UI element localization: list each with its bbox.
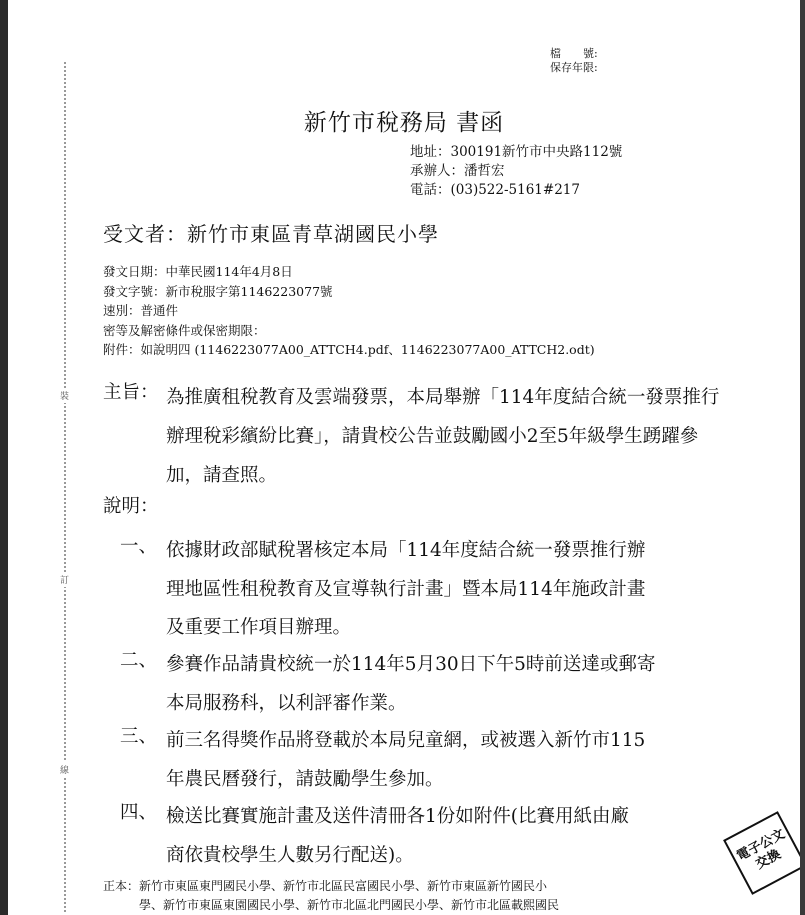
- item-number: 一、: [120, 536, 158, 557]
- retention-period: 保存年限:: [550, 61, 598, 74]
- item-text: 前三名得獎作品將登載於本局兒童網，或被選入新竹市115 年農民曆發行，請鼓勵學生參加。: [166, 730, 646, 790]
- binding-mark-top: 裝: [60, 388, 69, 403]
- document-meta: [550, 47, 598, 75]
- secrecy-level: 密等及解密條件或保密期限：: [103, 322, 266, 338]
- subject-label: 主旨：: [103, 382, 159, 403]
- distribution-line: 學、新竹市東區東園國民小學、新竹市北區北門國民小學、新竹市北區載熙國民: [103, 898, 560, 912]
- binding-mark-middle: 訂: [60, 572, 69, 587]
- item-text: 參賽作品請貴校統一於114年5月30日下午5時前送達或郵寄 本局服務科，以利評審作業。: [166, 654, 656, 714]
- binding-mark-bottom: 線: [60, 762, 69, 777]
- item-text: 依據財政部賦稅署核定本局「114年度結合統一發票推行辦 理地區性租稅教育及宣導執行計畫」暨本局114年施政計畫 及重要工作項目辦理。: [166, 540, 646, 638]
- binding-line: [64, 62, 66, 912]
- recipient: 受文者：新竹市東區青草湖國民小學: [103, 222, 439, 246]
- document-page: [8, 0, 800, 915]
- description-label: 說明：: [103, 496, 159, 517]
- distribution-line: 正本：新竹市東區東門國民小學、新竹市北區民富國民小學、新竹市東區新竹國民小: [103, 879, 548, 893]
- distribution-list: [103, 877, 559, 915]
- official-stamp: 電子公文交換: [723, 811, 800, 895]
- attachments: 附件：如說明四 (1146223077A00_ATTCH4.pdf、1146223077A00_ATTCH2.odt): [103, 342, 595, 357]
- sender-phone: 電話：(03)522-5161#217: [410, 182, 580, 198]
- sender-handler: 承辦人：潘哲宏: [410, 163, 505, 179]
- sender-address: 地址：300191新竹市中央路112號: [410, 144, 623, 160]
- file-number: 檔 號:: [550, 47, 598, 60]
- scrollbar[interactable]: [800, 0, 805, 915]
- delivery-speed: 速別：普通件: [103, 303, 179, 318]
- item-number: 三、: [120, 726, 158, 747]
- issue-info: [103, 262, 595, 360]
- subject-text: 為推廣租稅教育及雲端發票，本局舉辦「114年度結合統一發票推行辦理稅彩繽紛比賽」，請貴校公告並鼓勵國小2至5年級學生踴躍參加，請查照。: [166, 387, 720, 486]
- issue-date: 發文日期：中華民國114年4月8日: [103, 264, 293, 279]
- document-number: 發文字號：新市稅服字第1146223077號: [103, 283, 333, 299]
- item-number: 二、: [120, 650, 158, 671]
- item-text: 檢送比賽實施計畫及送件清冊各1份如附件(比賽用紙由廠 商依貴校學生人數另行配送)。: [166, 806, 629, 866]
- sender-info: [410, 143, 622, 200]
- page-title: 新竹市稅務局 書函: [303, 110, 505, 136]
- item-number: 四、: [120, 802, 158, 823]
